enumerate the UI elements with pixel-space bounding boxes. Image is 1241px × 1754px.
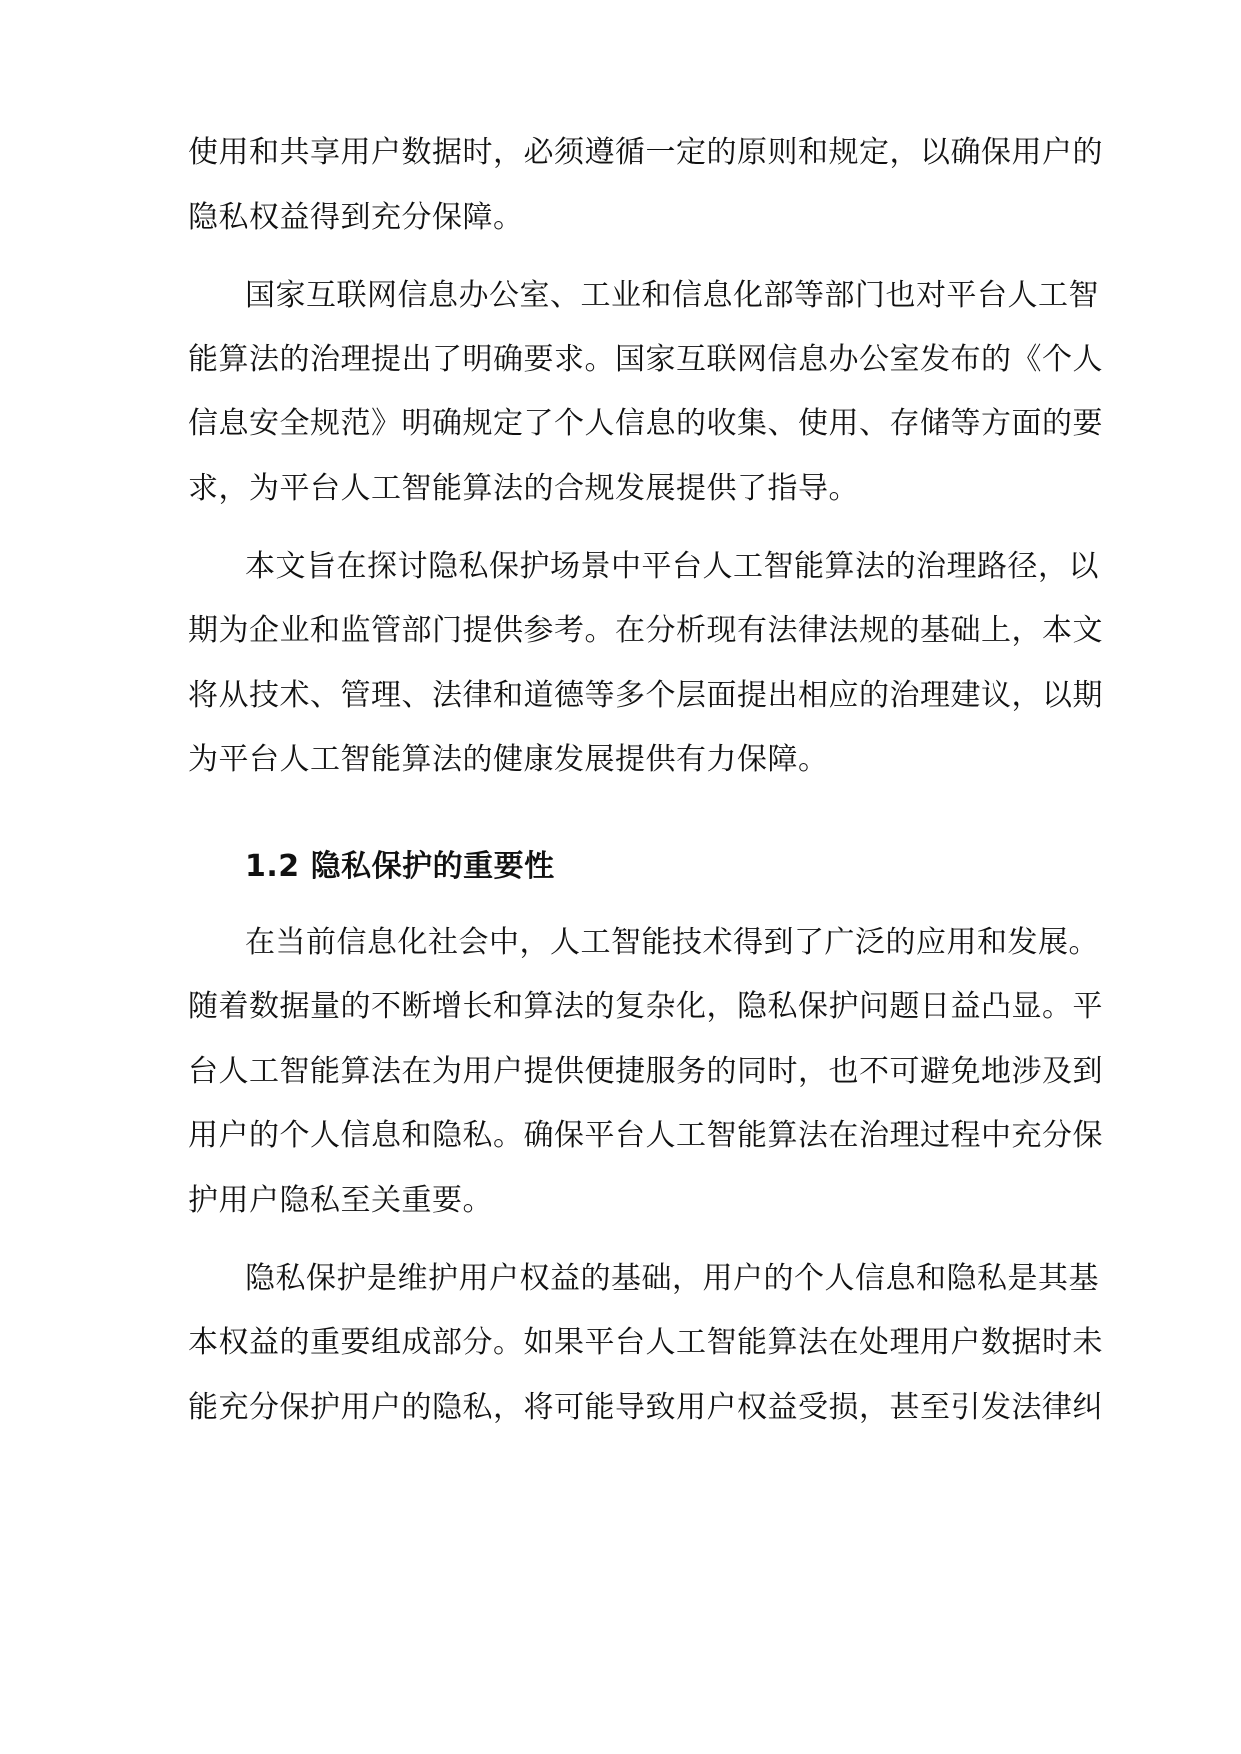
paragraph-2-line-2: 能算法的治理提出了明确要求。国家互联网信息办公室发布的《个人 xyxy=(188,342,1103,377)
paragraph-3-line-2: 期为企业和监管部门提供参考。在分析现有法律法规的基础上，本文 xyxy=(188,613,1103,648)
paragraph-2-line-1: 国家互联网信息办公室、工业和信息化部等部门也对平台人工智 xyxy=(245,278,1099,313)
paragraph-3-line-4: 为平台人工智能算法的健康发展提供有力保障。 xyxy=(188,742,829,777)
paragraph-5-line-2: 本权益的重要组成部分。如果平台人工智能算法在处理用户数据时未 xyxy=(188,1325,1103,1360)
paragraph-4-line-2: 随着数据量的不断增长和算法的复杂化，隐私保护问题日益凸显。平 xyxy=(188,989,1103,1024)
paragraph-3-line-1: 本文旨在探讨隐私保护场景中平台人工智能算法的治理路径，以 xyxy=(245,549,1099,584)
section-heading: 1.2 隐私保护的重要性 xyxy=(245,849,555,884)
paragraph-5-line-1: 隐私保护是维护用户权益的基础，用户的个人信息和隐私是其基 xyxy=(245,1261,1099,1296)
paragraph-2-line-3: 信息安全规范》明确规定了个人信息的收集、使用、存储等方面的要 xyxy=(188,406,1103,441)
paragraph-3-line-3: 将从技术、管理、法律和道德等多个层面提出相应的治理建议，以期 xyxy=(188,678,1103,713)
paragraph-4-line-5: 护用户隐私至关重要。 xyxy=(188,1183,493,1218)
paragraph-5-line-3: 能充分保护用户的隐私，将可能导致用户权益受损，甚至引发法律纠 xyxy=(188,1390,1103,1425)
paragraph-4-line-4: 用户的个人信息和隐私。确保平台人工智能算法在治理过程中充分保 xyxy=(188,1118,1103,1153)
paragraph-4-line-1: 在当前信息化社会中，人工智能技术得到了广泛的应用和发展。 xyxy=(245,925,1099,960)
paragraph-2-line-4: 求，为平台人工智能算法的合规发展提供了指导。 xyxy=(188,471,859,506)
paragraph-1-line-2: 隐私权益得到充分保障。 xyxy=(188,200,524,235)
paragraph-4-line-3: 台人工智能算法在为用户提供便捷服务的同时，也不可避免地涉及到 xyxy=(188,1054,1103,1089)
paragraph-1-line-1: 使用和共享用户数据时，必须遵循一定的原则和规定，以确保用户的 xyxy=(188,135,1103,170)
